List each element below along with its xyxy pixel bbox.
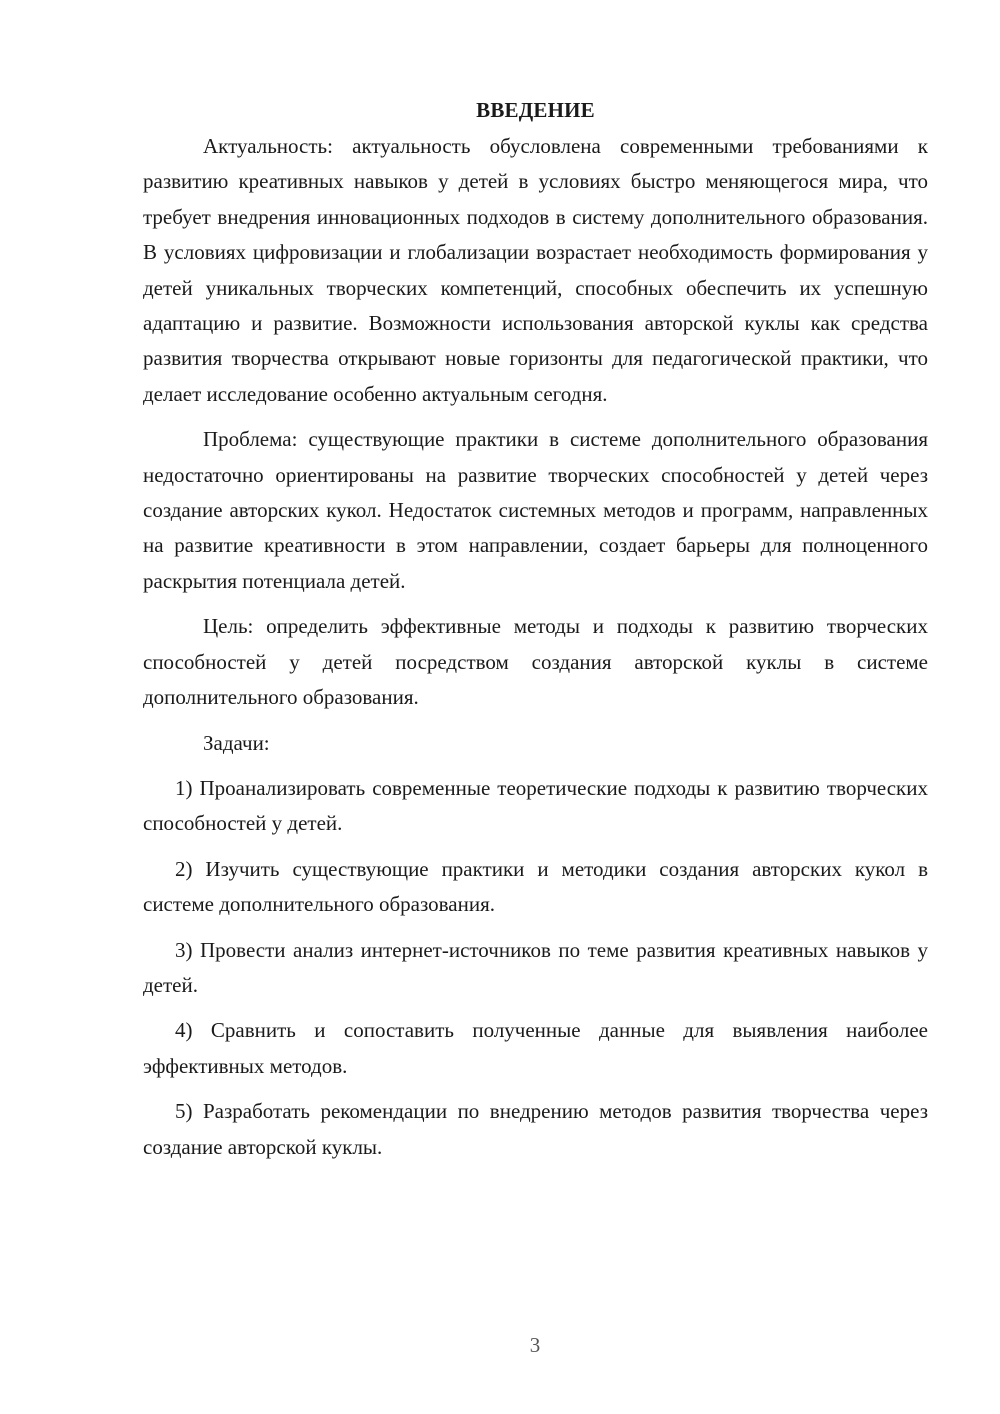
page-number: 3 <box>529 1333 541 1357</box>
task-item: 3) Провести анализ интернет-источников по теме развития креативных навыков у детей. <box>143 937 928 997</box>
problem-paragraph: Проблема: существующие практики в системе дополнительного образования недостаточно ориентированы на развитие творческих способностей у детей через создание авторских кукол. Недостаток системных методов и программ, направленных на развитие креативности в этом направлении, создает барьеры для полноценного раскрытия потенциала детей. <box>143 427 928 593</box>
document-page <box>143 95 928 1175</box>
goal-paragraph: Цель: определить эффективные методы и подходы к развитию творческих способностей у детей посредством создания авторской куклы в системе дополнительного образования. <box>143 614 928 710</box>
relevance-paragraph: Актуальность: актуальность обусловлена современными требованиями к развитию креативных навыков у детей в условиях быстро меняющегося мира, что требует внедрения инновационных подходов в систему дополнительного образования. В условиях цифровизации и глобализации возрастает необходимость формирования у детей уникальных творческих компетенций, способных обеспечить их успешную адаптацию и развитие. Возможности использования авторской куклы как средства развития творчества открывают новые горизонты для педагогической практики, что делает исследование особенно актуальным сегодня. <box>143 134 928 406</box>
task-item: 5) Разработать рекомендации по внедрению методов развития творчества через создание авторской куклы. <box>143 1099 928 1159</box>
tasks-label: Задачи: <box>203 730 270 755</box>
tasks-list <box>143 771 928 1165</box>
task-item: 2) Изучить существующие практики и методики создания авторских кукол в системе дополнительного образования. <box>143 856 928 917</box>
section-heading: ВВЕДЕНИЕ <box>476 98 595 122</box>
task-item: 1) Проанализировать современные теоретические подходы к развитию творческих способностей у детей. <box>143 775 928 836</box>
task-item: 4) Сравнить и сопоставить полученные данные для выявления наиболее эффективных методов. <box>143 1018 928 1078</box>
